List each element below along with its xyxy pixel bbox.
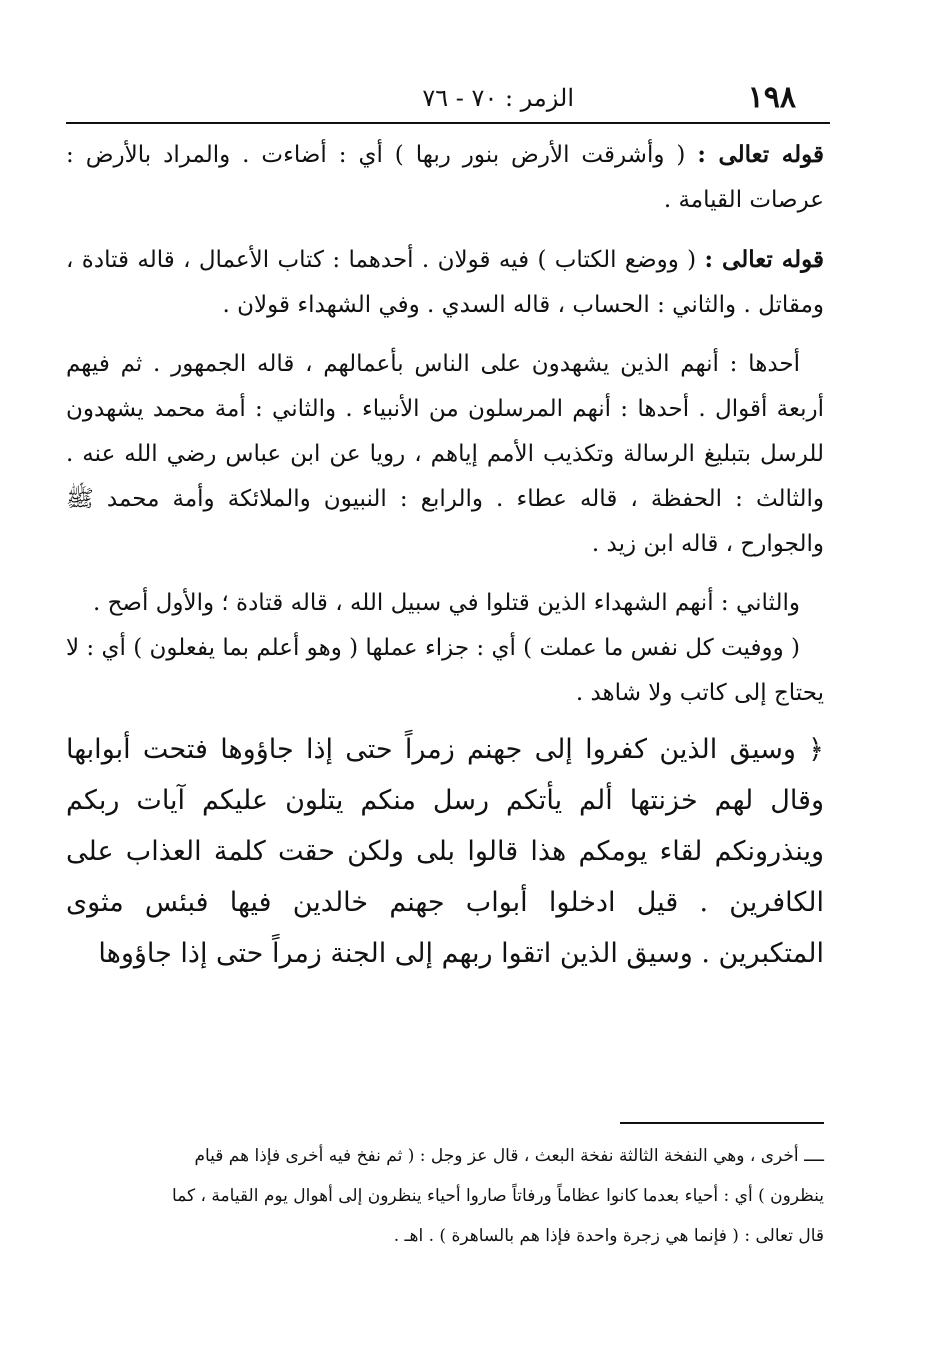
- paragraph-1: [66, 132, 824, 223]
- paragraph-4: [66, 581, 824, 626]
- footnote-line-3: قال تعالى : ( فإنما هي زجرة واحدة فإذا هم بالساهرة ) . اهـ .: [393, 1226, 824, 1246]
- paragraph-3: [66, 342, 824, 567]
- paragraph-4-text: والثاني : أنهم الشهداء الذين قتلوا في سبيل الله ، قاله قتادة ؛ والأول أصح .: [92, 590, 800, 616]
- page-header: [66, 78, 824, 118]
- footnote-line-1: ــــ أخرى ، وهي النفخة الثالثة نفخة البعث ، قال عز وجل : ( ثم نفخ فيه أخرى فإذا هم قيام: [194, 1146, 824, 1166]
- quran-verses: ﴿ وسيق الذين كفروا إلى جهنم زمراً حتى إذا جاؤوها فتحت أبوابها وقال لهم خزنتها ألم يأتكم رسل منكم يتلون عليكم آيات ربكم وينذرونكم لقاء يومكم هذا قالوا بلى ولكن حقت كلمة العذاب على الكافرين . قيل ادخلوا أبواب جهنم خالدين فيها فبئس مثوى المتكبرين . وسيق الذين اتقوا ربهم إلى الجنة زمراً حتى إذا جاؤوها: [66, 734, 824, 969]
- paragraph-5: [66, 626, 824, 716]
- paragraph-2: [66, 237, 824, 328]
- footnote-line-2: ينظرون ) أي : أحياء بعدما كانوا عظاماً ورفاتاً صاروا أحياء ينظرون إلى أهوال يوم القيامة ، كما: [172, 1186, 824, 1206]
- paragraph-3-text: أحدها : أنهم الذين يشهدون على الناس بأعمالهم ، قاله الجمهور . ثم فيهم أربعة أقوال . أحدها : أنهم المرسلون من الأنبياء . والثاني : أمة محمد يشهدون للرسل بتبليغ الرسالة وتكذيب الأمم إياهم ، رويا عن ابن عباس رضي الله عنه . والثالث : الحفظة ، قاله عطاء . والرابع : النبيون والملائكة وأمة محمد ﷺ والجوارح ، قاله ابن زيد .: [66, 351, 824, 557]
- paragraph-1-text: ( وأشرقت الأرض بنور ربها ) أي : أضاءت . والمراد بالأرض : عرصات القيامة .: [66, 142, 824, 213]
- header-divider: [66, 122, 830, 124]
- page-number: ١٩٨: [747, 80, 796, 115]
- paragraph-5-text: ( ووفيت كل نفس ما عملت ) أي : جزاء عملها ( وهو أعلم بما يفعلون ) أي : لا يحتاج إلى كاتب ولا شاهد .: [66, 635, 824, 706]
- footnote-divider: [620, 1122, 824, 1124]
- footnote-block: [66, 1136, 824, 1256]
- paragraph-1-label: قوله تعالى :: [697, 141, 825, 168]
- running-title: الزمر : ٧٠ - ٧٦: [422, 84, 574, 112]
- main-text: [66, 132, 824, 979]
- paragraph-2-text: ( ووضع الكتاب ) فيه قولان . أحدهما : كتاب الأعمال ، قاله قتادة ، ومقاتل . والثاني : الحساب ، قاله السدي . وفي الشهداء قولان .: [66, 247, 824, 318]
- paragraph-2-label: قوله تعالى :: [704, 246, 825, 273]
